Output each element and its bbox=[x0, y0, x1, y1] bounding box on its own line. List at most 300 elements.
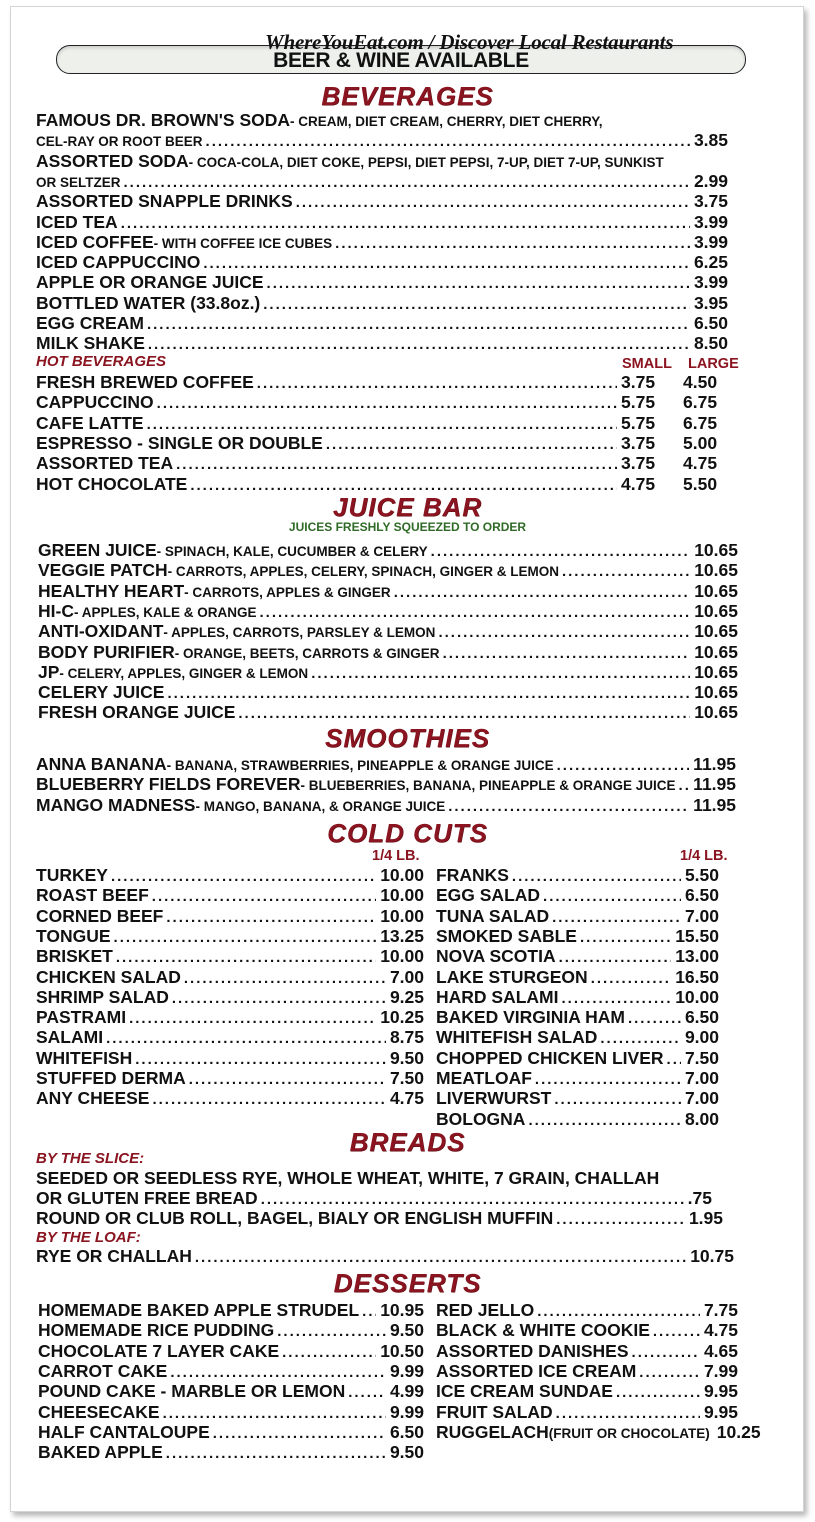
item-price: 4.65 bbox=[703, 1340, 738, 1361]
hot-beverages-label: HOT BEVERAGES bbox=[36, 353, 167, 370]
leader-dots bbox=[296, 193, 690, 213]
item-price: 10.65 bbox=[694, 682, 738, 703]
dessert-item bbox=[436, 1421, 761, 1442]
leader-dots bbox=[528, 1111, 680, 1131]
item-price: 10.00 bbox=[380, 865, 424, 885]
dessert-item bbox=[436, 1402, 738, 1422]
leader-dots bbox=[628, 1009, 681, 1029]
leader-dots bbox=[116, 948, 376, 968]
small-price: 3.75 bbox=[621, 453, 656, 474]
item-description: - CARROTS, APPLES, CELERY, SPINACH, GINGER & LEMON bbox=[167, 564, 559, 580]
watermark: WhereYouEat.com / Discover Local Restaurants bbox=[265, 30, 674, 54]
item-price: 10.65 bbox=[694, 540, 738, 560]
leader-dots bbox=[129, 1009, 376, 1029]
item-description: - WITH COFFEE ICE CUBES bbox=[153, 235, 333, 251]
leader-dots bbox=[152, 887, 376, 907]
leader-dots bbox=[121, 214, 690, 234]
leader-dots bbox=[111, 867, 376, 887]
item-name: ASSORTED DANISHES bbox=[436, 1340, 629, 1361]
dessert-item bbox=[436, 1300, 738, 1320]
juice-item bbox=[38, 621, 738, 641]
item-description: - ORANGE, BEETS, CARROTS & GINGER bbox=[174, 645, 440, 661]
item-name: LAKE STURGEON bbox=[436, 966, 588, 987]
leader-dots bbox=[348, 1383, 386, 1403]
small-price: 4.75 bbox=[621, 473, 656, 494]
cold-cut-item bbox=[436, 1068, 719, 1088]
leader-dots bbox=[176, 455, 617, 475]
cold-cut-item bbox=[436, 1109, 719, 1129]
leader-dots bbox=[639, 1363, 700, 1383]
leader-dots bbox=[184, 969, 386, 989]
leader-dots bbox=[667, 1050, 681, 1070]
by-the-slice-label: BY THE SLICE: bbox=[36, 1150, 145, 1167]
leader-dots bbox=[170, 1363, 386, 1383]
juice-bar-subtitle: JUICES FRESHLY SQUEEZED TO ORDER bbox=[288, 520, 527, 534]
large-price: 4.50 bbox=[683, 372, 718, 392]
item-name: FRANKS bbox=[436, 865, 509, 885]
item-description: - BANANA, STRAWBERRIES, PINEAPPLE & ORANGE JUICE bbox=[166, 758, 554, 773]
item-price: 10.65 bbox=[694, 641, 738, 662]
item-name: SALAMI bbox=[36, 1027, 104, 1048]
juice-item bbox=[38, 642, 738, 662]
item-description: CEL-RAY OR ROOT BEER bbox=[36, 134, 203, 150]
item-name: MILK SHAKE bbox=[36, 333, 145, 354]
item-name: MEATLOAF bbox=[436, 1068, 532, 1088]
item-price: 13.00 bbox=[675, 946, 719, 967]
item-description: - CREAM, DIET CREAM, CHERRY, DIET CHERRY, bbox=[290, 114, 603, 129]
breads-heading: BREADS bbox=[349, 1127, 466, 1157]
item-name: ASSORTED TEA bbox=[36, 453, 174, 474]
item-price: 7.00 bbox=[684, 905, 719, 926]
leader-dots bbox=[267, 274, 690, 294]
leader-dots bbox=[147, 315, 690, 335]
item-price: 10.65 bbox=[694, 661, 738, 682]
item-price: 9.50 bbox=[389, 1047, 424, 1068]
item-price: 8.75 bbox=[389, 1027, 424, 1048]
item-price: 13.25 bbox=[380, 925, 424, 946]
leader-dots bbox=[512, 867, 681, 887]
item-name: CAPPUCCINO bbox=[36, 392, 154, 413]
item-name: HI-C bbox=[38, 600, 74, 621]
large-price: 4.75 bbox=[683, 453, 718, 474]
smoothie-item bbox=[36, 754, 736, 774]
item-price: 9.50 bbox=[389, 1320, 424, 1341]
dessert-item bbox=[436, 1361, 738, 1381]
small-price: 3.75 bbox=[621, 372, 656, 392]
item-price: 8.50 bbox=[693, 333, 728, 354]
item-name: EGG CREAM bbox=[36, 313, 144, 333]
hot-beverage-item bbox=[36, 372, 738, 392]
leader-dots bbox=[124, 173, 690, 193]
bread-slice-price: .75 bbox=[687, 1188, 712, 1208]
item-price: 6.50 bbox=[693, 313, 728, 333]
cold-cut-item bbox=[436, 1027, 719, 1047]
item-prices bbox=[621, 453, 738, 473]
item-price: 11.95 bbox=[693, 754, 736, 774]
leader-dots bbox=[431, 542, 691, 562]
item-price: 10.25 bbox=[380, 1007, 424, 1028]
cold-cut-item bbox=[36, 987, 424, 1007]
item-name: ASSORTED SNAPPLE DRINKS bbox=[36, 191, 293, 212]
cold-cut-item bbox=[436, 1007, 719, 1027]
beverage-item bbox=[36, 272, 728, 292]
dessert-item bbox=[38, 1402, 424, 1422]
item-name: CORNED BEEF bbox=[36, 905, 164, 926]
item-name: CARROT CAKE bbox=[38, 1360, 168, 1381]
item-price: 4.75 bbox=[703, 1320, 738, 1341]
leader-dots bbox=[203, 254, 690, 274]
item-name: FRUIT SALAD bbox=[436, 1401, 553, 1422]
item-price: 10.00 bbox=[380, 946, 424, 967]
bread-slice-row bbox=[36, 1188, 712, 1208]
hot-beverage-item bbox=[36, 453, 738, 473]
leader-dots bbox=[172, 989, 386, 1009]
item-price: 10.65 bbox=[694, 702, 738, 723]
leader-dots bbox=[148, 335, 690, 355]
dessert-item bbox=[38, 1320, 424, 1340]
small-price: 5.75 bbox=[621, 392, 656, 413]
item-price: 10.95 bbox=[380, 1300, 424, 1320]
item-name: CHEESECAKE bbox=[38, 1401, 160, 1422]
item-name: HEALTHY HEART bbox=[38, 580, 185, 601]
leader-dots bbox=[443, 644, 691, 664]
item-price: 5.50 bbox=[684, 865, 719, 885]
item-price: 6.50 bbox=[684, 1007, 719, 1028]
leader-dots bbox=[166, 1444, 386, 1464]
beverage-item bbox=[36, 171, 728, 191]
item-price: 9.95 bbox=[703, 1381, 738, 1402]
leader-dots bbox=[282, 1343, 376, 1363]
smoothies-heading: SMOOTHIES bbox=[324, 723, 490, 753]
item-price: 7.00 bbox=[389, 966, 424, 987]
by-the-loaf-label: BY THE LOAF: bbox=[36, 1229, 141, 1246]
item-price: 10.25 bbox=[716, 1421, 761, 1442]
leader-dots bbox=[166, 908, 376, 928]
item-price: 10.00 bbox=[380, 905, 424, 926]
bread-roll-price: 1.95 bbox=[688, 1208, 723, 1228]
bread-slice-line1: SEEDED OR SEEDLESS RYE, WHOLE WHEAT, WHITE, 7 GRAIN, CHALLAH bbox=[36, 1168, 660, 1188]
bread-loaf-name: RYE OR CHALLAH bbox=[36, 1246, 192, 1266]
leader-dots bbox=[632, 1343, 700, 1363]
item-description: - APPLES, KALE & ORANGE bbox=[73, 604, 257, 620]
leader-dots bbox=[552, 908, 681, 928]
smoothie-item bbox=[36, 795, 736, 815]
item-name: HALF CANTALOUPE bbox=[38, 1421, 210, 1442]
leader-dots bbox=[616, 1383, 700, 1403]
leader-dots bbox=[326, 435, 617, 455]
leader-dots bbox=[557, 756, 690, 776]
item-price: 15.50 bbox=[675, 925, 719, 946]
leader-dots bbox=[135, 1050, 386, 1070]
item-price: 10.65 bbox=[694, 600, 738, 621]
item-price: 10.65 bbox=[694, 560, 738, 581]
item-prices bbox=[621, 392, 738, 412]
item-name: ESPRESSO - SINGLE OR DOUBLE bbox=[36, 432, 323, 453]
beverage-item bbox=[36, 130, 728, 150]
item-price: 9.99 bbox=[389, 1360, 424, 1381]
item-name: FRESH BREWED COFFEE bbox=[36, 372, 254, 392]
juice-item bbox=[38, 540, 738, 560]
leader-dots bbox=[537, 1302, 700, 1322]
item-name: TUNA SALAD bbox=[436, 905, 550, 926]
item-price: 2.99 bbox=[693, 170, 728, 191]
dessert-item bbox=[38, 1341, 424, 1361]
cold-cut-item bbox=[36, 1088, 424, 1108]
item-description: - COCA-COLA, DIET COKE, PEPSI, DIET PEPSI, 7-UP, DIET 7-UP, SUNKIST bbox=[188, 154, 664, 170]
leader-dots bbox=[238, 704, 690, 724]
leader-dots bbox=[157, 394, 617, 414]
cold-cut-item bbox=[36, 885, 424, 905]
dessert-item bbox=[38, 1381, 424, 1401]
large-column-header: LARGE bbox=[688, 356, 739, 372]
item-prices bbox=[621, 433, 738, 453]
small-price: 3.75 bbox=[621, 432, 656, 453]
leader-dots bbox=[562, 562, 690, 582]
item-price: 16.50 bbox=[675, 966, 719, 987]
large-price: 6.75 bbox=[683, 412, 718, 433]
dessert-item bbox=[38, 1361, 424, 1381]
item-name: HOMEMADE RICE PUDDING bbox=[38, 1320, 275, 1341]
beverage-item bbox=[36, 313, 728, 333]
leader-dots bbox=[535, 1070, 681, 1090]
item-price: 3.99 bbox=[693, 231, 728, 252]
beverage-item bbox=[36, 212, 728, 232]
leader-dots bbox=[277, 1322, 386, 1342]
dessert-item bbox=[436, 1341, 738, 1361]
dessert-item bbox=[436, 1320, 738, 1340]
item-description: - CELERY, APPLES, GINGER & LEMON bbox=[59, 665, 309, 681]
leader-dots bbox=[263, 295, 690, 315]
beverage-item bbox=[36, 252, 728, 272]
item-description: - MANGO, BANANA, & ORANGE JUICE bbox=[195, 798, 446, 814]
cold-cut-item bbox=[36, 1048, 424, 1068]
item-name: TURKEY bbox=[36, 865, 108, 885]
juice-item bbox=[38, 702, 738, 722]
cold-cut-item bbox=[436, 946, 719, 966]
desserts-heading: DESSERTS bbox=[333, 1268, 482, 1298]
item-price: 4.75 bbox=[389, 1088, 424, 1109]
juice-item bbox=[38, 682, 738, 702]
item-prices bbox=[621, 474, 738, 494]
item-price: 3.85 bbox=[693, 130, 728, 151]
beverage-item bbox=[36, 232, 728, 252]
item-price: 3.75 bbox=[693, 191, 728, 212]
item-name: ASSORTED ICE CREAM bbox=[436, 1360, 637, 1381]
leader-dots bbox=[580, 928, 671, 948]
item-name: POUND CAKE - MARBLE OR LEMON bbox=[38, 1381, 346, 1402]
item-name: BAKED VIRGINIA HAM bbox=[436, 1007, 625, 1028]
leader-dots bbox=[189, 1070, 386, 1090]
dessert-item bbox=[38, 1422, 424, 1442]
leader-dots bbox=[152, 1090, 385, 1110]
item-price: 10.00 bbox=[380, 885, 424, 906]
leader-dots bbox=[394, 583, 691, 603]
leader-dots bbox=[556, 1404, 700, 1424]
leader-dots bbox=[562, 989, 672, 1009]
beverage-item bbox=[36, 293, 728, 313]
juice-item bbox=[38, 662, 738, 682]
dessert-item bbox=[38, 1442, 424, 1462]
leader-dots bbox=[147, 415, 617, 435]
item-price: 11.95 bbox=[693, 794, 736, 815]
item-name: ANNA BANANA bbox=[36, 754, 167, 774]
item-name: ROAST BEEF bbox=[36, 885, 149, 906]
leader-dots bbox=[591, 969, 672, 989]
item-name: CHOCOLATE 7 LAYER CAKE bbox=[38, 1340, 280, 1361]
item-name: PASTRAMI bbox=[36, 1007, 127, 1028]
cold-cuts-unit-left: 1/4 LB. bbox=[372, 848, 420, 864]
leader-dots bbox=[559, 948, 672, 968]
cold-cut-item bbox=[436, 906, 719, 926]
large-price: 5.00 bbox=[683, 432, 718, 453]
leader-dots bbox=[600, 1029, 681, 1049]
item-description: OR SELTZER bbox=[36, 174, 121, 190]
bread-roll-row bbox=[36, 1208, 723, 1228]
leader-dots bbox=[556, 1210, 685, 1230]
leader-dots bbox=[448, 797, 689, 817]
cold-cut-item bbox=[36, 865, 424, 885]
item-name: BAKED APPLE bbox=[38, 1442, 163, 1463]
item-name: WHITEFISH SALAD bbox=[436, 1027, 598, 1048]
leader-dots bbox=[438, 623, 690, 643]
cold-cut-item bbox=[436, 926, 719, 946]
item-name: SHRIMP SALAD bbox=[36, 986, 169, 1007]
item-price: 7.00 bbox=[684, 1088, 719, 1109]
item-name: ANTI-OXIDANT bbox=[38, 621, 164, 642]
bread-slice-name: OR GLUTEN FREE BREAD bbox=[36, 1188, 258, 1208]
cold-cut-item bbox=[36, 1027, 424, 1047]
item-price: 3.99 bbox=[693, 272, 728, 293]
bread-loaf-price: 10.75 bbox=[690, 1246, 734, 1266]
item-price: 3.99 bbox=[693, 211, 728, 232]
cold-cut-item bbox=[436, 885, 719, 905]
item-name: ICE CREAM SUNDAE bbox=[436, 1381, 613, 1402]
item-prices bbox=[621, 413, 738, 433]
cold-cut-item bbox=[36, 1068, 424, 1088]
item-name: CHICKEN SALAD bbox=[36, 966, 181, 987]
item-price: 4.99 bbox=[389, 1381, 424, 1402]
item-name: RUGGELACH bbox=[436, 1421, 549, 1442]
item-name: BOLOGNA bbox=[436, 1108, 526, 1129]
leader-dots bbox=[195, 1248, 686, 1268]
item-name: APPLE OR ORANGE JUICE bbox=[36, 272, 264, 293]
item-name: BRISKET bbox=[36, 946, 113, 967]
item-name: BODY PURIFIER bbox=[38, 641, 175, 662]
item-price: 7.50 bbox=[389, 1068, 424, 1088]
cold-cut-item bbox=[36, 946, 424, 966]
item-price: 6.25 bbox=[693, 252, 728, 273]
cold-cut-item bbox=[436, 987, 719, 1007]
item-name: EGG SALAD bbox=[436, 885, 541, 906]
juice-item bbox=[38, 560, 738, 580]
leader-dots bbox=[213, 1424, 386, 1444]
hot-beverage-item bbox=[36, 392, 738, 412]
cold-cut-item bbox=[36, 926, 424, 946]
item-name: CHOPPED CHICKEN LIVER bbox=[436, 1047, 664, 1068]
cold-cut-item bbox=[436, 1088, 719, 1108]
item-name: HOT CHOCOLATE bbox=[36, 473, 188, 494]
large-price: 5.50 bbox=[683, 473, 718, 494]
cold-cut-item bbox=[436, 865, 719, 885]
banner-text: BEER & WINE AVAILABLE bbox=[273, 49, 529, 72]
leader-dots bbox=[259, 603, 690, 623]
item-name: SMOKED SABLE bbox=[436, 925, 577, 946]
leader-dots bbox=[163, 1404, 386, 1424]
beverage-item bbox=[36, 191, 728, 211]
item-name: MANGO MADNESS bbox=[36, 794, 196, 815]
cold-cut-item bbox=[436, 1048, 719, 1068]
item-name: ICED TEA bbox=[36, 211, 118, 232]
hot-beverage-item bbox=[36, 433, 738, 453]
item-name: NOVA SCOTIA bbox=[436, 946, 556, 967]
item-price: 11.95 bbox=[693, 774, 736, 795]
item-price: 10.50 bbox=[380, 1340, 424, 1361]
item-price: 8.00 bbox=[684, 1108, 719, 1129]
item-price: 9.99 bbox=[389, 1401, 424, 1422]
item-name: JP bbox=[38, 661, 60, 682]
leader-dots bbox=[167, 684, 690, 704]
item-name: ICED CAPPUCCINO bbox=[36, 252, 201, 273]
beverage-item bbox=[36, 110, 603, 130]
hot-beverage-item bbox=[36, 474, 738, 494]
item-name: ASSORTED SODA bbox=[36, 150, 189, 171]
cold-cut-item bbox=[436, 967, 719, 987]
item-price: 9.00 bbox=[684, 1027, 719, 1048]
item-name: RED JELLO bbox=[436, 1300, 535, 1320]
dessert-item bbox=[436, 1381, 738, 1401]
dessert-item bbox=[38, 1300, 424, 1320]
item-name: BLACK & WHITE COOKIE bbox=[436, 1320, 650, 1341]
item-name: FAMOUS DR. BROWN'S SODA bbox=[36, 110, 291, 130]
leader-dots bbox=[543, 887, 681, 907]
item-price: 7.99 bbox=[703, 1360, 738, 1381]
item-price: 7.00 bbox=[684, 1068, 719, 1088]
item-name: GREEN JUICE bbox=[38, 540, 157, 560]
item-description: - BLUEBERRIES, BANANA, PINEAPPLE & ORANGE JUICE bbox=[300, 778, 676, 794]
cold-cuts-unit-right: 1/4 LB. bbox=[680, 848, 728, 864]
item-name: FRESH ORANGE JUICE bbox=[38, 702, 236, 723]
juice-bar-heading: JUICE BAR bbox=[332, 492, 483, 522]
bread-loaf-row bbox=[36, 1246, 734, 1266]
leader-dots bbox=[554, 1090, 681, 1110]
item-name: BLUEBERRY FIELDS FOREVER bbox=[36, 774, 301, 795]
leader-dots bbox=[335, 234, 690, 254]
small-column-header: SMALL bbox=[622, 356, 672, 372]
item-price: 7.75 bbox=[703, 1300, 738, 1320]
item-price: 10.00 bbox=[675, 986, 719, 1007]
juice-item bbox=[38, 601, 738, 621]
item-price: 6.50 bbox=[684, 885, 719, 906]
leader-dots bbox=[114, 928, 377, 948]
item-name: HOMEMADE BAKED APPLE STRUDEL bbox=[38, 1300, 360, 1320]
item-description: - SPINACH, KALE, CUCUMBER & CELERY bbox=[156, 544, 428, 559]
item-price: 10.65 bbox=[694, 621, 738, 642]
small-price: 5.75 bbox=[621, 412, 656, 433]
item-name: ANY CHEESE bbox=[36, 1088, 150, 1109]
item-price: 9.50 bbox=[389, 1442, 424, 1463]
item-description: - APPLES, CARROTS, PARSLEY & LEMON bbox=[163, 625, 436, 641]
item-name: ICED COFFEE bbox=[36, 231, 154, 252]
leader-dots bbox=[362, 1302, 376, 1322]
item-name: VEGGIE PATCH bbox=[38, 560, 168, 581]
item-price: 9.95 bbox=[703, 1401, 738, 1422]
item-name: HARD SALAMI bbox=[436, 986, 559, 1007]
item-name: TONGUE bbox=[36, 925, 111, 946]
item-name: STUFFED DERMA bbox=[36, 1068, 186, 1088]
bread-roll-name: ROUND OR CLUB ROLL, BAGEL, BIALY OR ENGLISH MUFFIN bbox=[36, 1208, 554, 1228]
item-description: - CARROTS, APPLES & GINGER bbox=[184, 584, 391, 600]
leader-dots bbox=[257, 374, 617, 394]
